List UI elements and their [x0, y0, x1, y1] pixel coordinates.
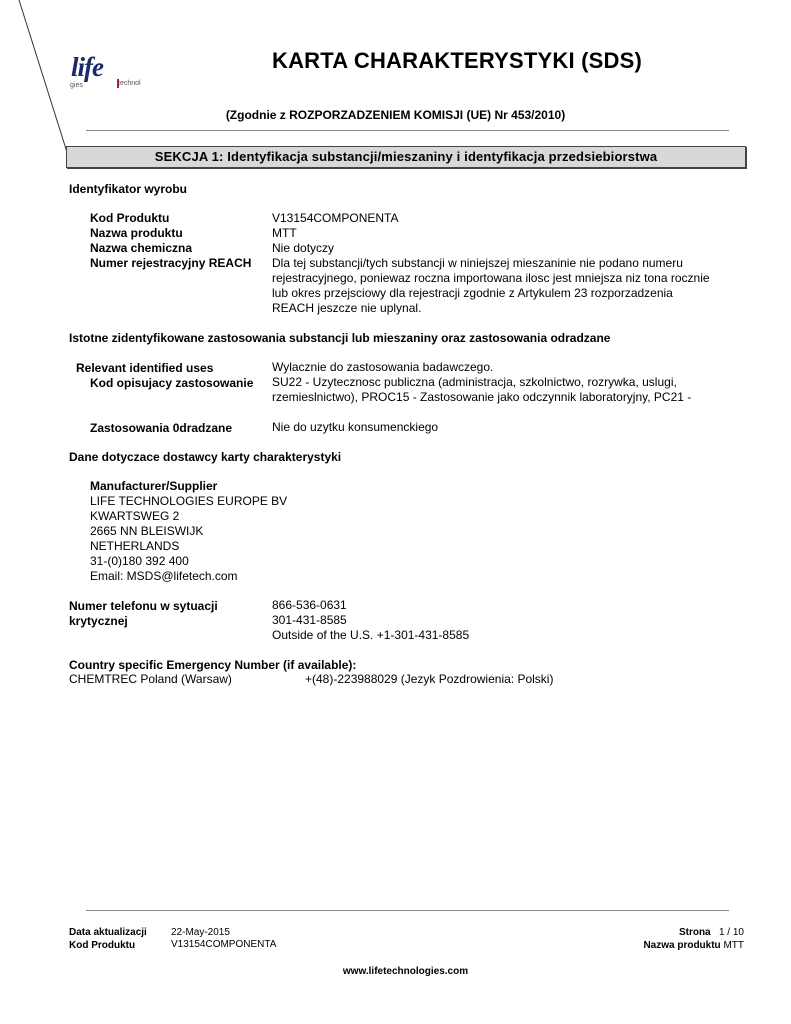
emergency-number: 866-536-0631 — [272, 598, 347, 612]
use-code-value — [272, 375, 691, 405]
footer-product — [643, 939, 744, 952]
emergency-label-line: Numer telefonu w sytuacji — [69, 599, 218, 613]
document-title: KARTA CHARAKTERYSTYKI (SDS) — [272, 48, 643, 73]
relevant-uses-label: Relevant identified uses — [76, 361, 214, 375]
product-name-label: Nazwa produktu — [90, 226, 183, 240]
product-code-value: V13154COMPONENTA — [272, 211, 399, 225]
reach-number-label: Numer rejestracyjny REACH — [90, 256, 252, 270]
section-title: SEKCJA 1: Identyfikacja substancji/mieszaniny i identyfikacja przedsiebiorstwa — [154, 149, 658, 164]
supplier-line: KWARTSWEG 2 — [90, 509, 180, 523]
footer-date-label: Data aktualizacji — [69, 927, 147, 938]
emergency-label-line: krytycznej — [69, 614, 128, 628]
section-header — [66, 146, 746, 168]
emergency-phone-numbers — [272, 598, 469, 643]
reach-line: lub okres przejsciowy dla rejestracji zgodnie z Artykulem 23 rozporzadzenia — [272, 286, 673, 300]
reach-line: REACH jeszcze nie uplynal. — [272, 301, 422, 315]
footer-website[interactable]: www.lifetechnologies.com — [342, 966, 469, 977]
reach-line: rejestracyjnego, poniewaz roczna importowana ilosc jest mniejsza niz tona rocznie — [272, 271, 710, 285]
supplier-line: 31-(0)180 392 400 — [90, 554, 189, 568]
footer-code-value: V13154COMPONENTA — [171, 939, 277, 950]
use-code-label: Kod opisujacy zastosowanie — [90, 376, 254, 390]
footer-page-label: Strona — [678, 927, 711, 938]
emergency-phone-label — [69, 599, 218, 629]
supplier-line: NETHERLANDS — [90, 539, 180, 553]
supplier-label: Manufacturer/Supplier — [90, 479, 218, 493]
supplier-line: 2665 NN BLEISWIJK — [90, 524, 204, 538]
document-subtitle: (Zgodnie z ROZPORZADZENIEM KOMISJI (UE) Nr 453/2010) — [225, 108, 566, 122]
footer-date-value: 22-May-2015 — [171, 927, 230, 938]
emergency-number: 301-431-8585 — [272, 613, 347, 627]
logo-left-text: gies — [70, 82, 83, 89]
chemical-name-value: Nie dotyczy — [272, 241, 335, 255]
footer-divider — [86, 910, 729, 911]
supplier-line: LIFE TECHNOLOGIES EUROPE BV — [90, 494, 288, 508]
country-emergency-name: CHEMTREC Poland (Warsaw) — [69, 672, 232, 686]
supplier-heading: Dane dotyczace dostawcy karty charakterystyki — [69, 450, 342, 464]
product-code-label: Kod Produktu — [90, 211, 170, 225]
chemical-name-label: Nazwa chemiczna — [90, 241, 193, 255]
uses-advised-against-label: Zastosowania 0dradzane — [90, 421, 233, 435]
header-divider — [86, 130, 729, 131]
footer-product-value: MTT — [723, 940, 744, 951]
product-name-value: MTT — [272, 226, 297, 240]
footer-product-label: Nazwa produktu — [643, 940, 721, 951]
use-code-line: rzemieslnictwo), PROC15 - Zastosowanie jako odczynnik laboratoryjny, PC21 - — [272, 390, 692, 404]
product-identifier-heading: Identyfikator wyrobu — [69, 182, 188, 196]
footer-page — [679, 926, 744, 939]
reach-line: Dla tej substancji/tych substancji w niniejszej mieszaninie nie podano numeru — [272, 256, 683, 270]
supplier-address — [90, 494, 287, 584]
logo-wordmark: life — [71, 52, 103, 82]
supplier-email: Email: MSDS@lifetech.com — [90, 569, 238, 583]
emergency-number: Outside of the U.S. +1-301-431-8585 — [272, 628, 470, 642]
country-emergency-heading: Country specific Emergency Number (if available): — [69, 658, 357, 672]
uses-heading: Istotne zidentyfikowane zastosowania substancji lub mieszaniny oraz zastosowania odradzane — [69, 331, 611, 345]
relevant-uses-value: Wylacznie do zastosowania badawczego. — [272, 360, 494, 374]
footer-page-value: 1 / 10 — [718, 927, 744, 938]
footer-code-label: Kod Produktu — [69, 940, 136, 951]
uses-advised-against-value: Nie do uzytku konsumenckiego — [272, 420, 439, 434]
reach-number-value — [272, 256, 710, 316]
use-code-line: SU22 - Uzytecznosc publiczna (administracja, szkolnictwo, rozrywka, uslugi, — [272, 375, 677, 389]
corner-diagonal-line — [0, 0, 80, 170]
logo-right-text: technol — [118, 80, 141, 87]
country-emergency-number: +(48)-223988029 (Jezyk Pozdrowienia: Polski) — [305, 672, 554, 686]
